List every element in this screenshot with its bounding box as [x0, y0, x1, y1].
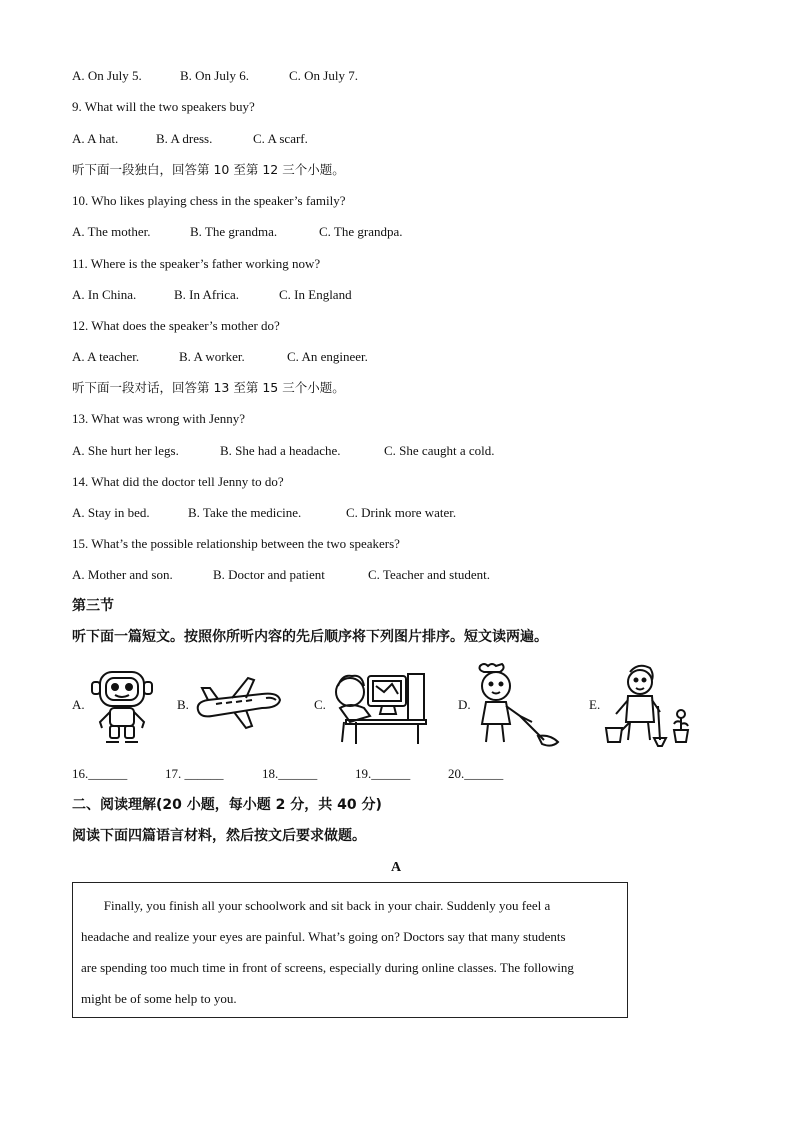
option: C. In England — [279, 287, 352, 302]
section-3-instruction: 听下面一篇短文。按照你所听内容的先后顺序将下列图片排序。短文读两遍。 — [72, 629, 548, 645]
option: C. Drink more water. — [346, 505, 457, 520]
passage-line: are spending too much time in front of screens, especially during online classes. The following — [81, 960, 574, 975]
q9-options — [72, 131, 308, 147]
part-2-title: 二、阅读理解(20 小题，每小题 2 分，共 40 分) — [72, 797, 382, 813]
airplane-icon — [192, 672, 284, 736]
instruction-13-15: 听下面一段对话，回答第 13 至第 15 三个小题。 — [72, 380, 345, 395]
option: A. Stay in bed. — [72, 505, 150, 520]
answer-blank-17[interactable]: 17. ______ — [165, 766, 224, 781]
option: A. In China. — [72, 287, 137, 302]
option: B. Doctor and patient — [213, 567, 325, 582]
cleaning-girl-icon — [472, 660, 564, 750]
option: B. A worker. — [179, 349, 245, 364]
option: A. A hat. — [72, 131, 119, 146]
question-12: 12. What does the speaker’s mother do? — [72, 318, 280, 333]
q13-options — [72, 443, 494, 459]
answer-blank-20[interactable]: 20.______ — [448, 766, 504, 781]
option: A. She hurt her legs. — [72, 443, 179, 458]
section-3-title: 第三节 — [72, 598, 114, 614]
part-2-instruction: 阅读下面四篇语言材料，然后按文后要求做题。 — [72, 828, 366, 844]
question-9: 9. What will the two speakers buy? — [72, 99, 255, 114]
answer-blank-18[interactable]: 18.______ — [262, 766, 318, 781]
option: B. On July 6. — [180, 68, 249, 83]
answer-blank-19[interactable]: 19.______ — [355, 766, 411, 781]
q10-options — [72, 224, 403, 240]
option: B. Take the medicine. — [188, 505, 302, 520]
question-10: 10. Who likes playing chess in the speaker’s family? — [72, 193, 346, 208]
passage-box — [72, 882, 628, 1018]
picture-label-c: C. — [314, 697, 326, 712]
passage-line: Finally, you finish all your schoolwork and sit back in your chair. Suddenly you feel a — [81, 898, 551, 913]
option: C. On July 7. — [289, 68, 358, 83]
option: C. She caught a cold. — [384, 443, 495, 458]
picture-label-e: E. — [589, 697, 601, 712]
q12-options — [72, 349, 368, 365]
question-14: 14. What did the doctor tell Jenny to do? — [72, 474, 284, 489]
question-15: 15. What’s the possible relationship between the two speakers? — [72, 536, 400, 551]
picture-label-b: B. — [177, 697, 189, 712]
option: A. Mother and son. — [72, 567, 173, 582]
passage-line: might be of some help to you. — [81, 991, 237, 1006]
passage-label: A — [391, 860, 402, 875]
option: B. She had a headache. — [220, 443, 341, 458]
instruction-10-12: 听下面一段独白，回答第 10 至第 12 三个小题。 — [72, 162, 345, 177]
option: C. Teacher and student. — [368, 567, 490, 582]
q11-options — [72, 287, 352, 303]
question-11: 11. Where is the speaker’s father working now? — [72, 256, 321, 271]
q15-options — [72, 567, 490, 583]
option: B. A dress. — [156, 131, 213, 146]
picture-label-d: D. — [458, 697, 471, 712]
answer-blank-16[interactable]: 16.______ — [72, 766, 128, 781]
picture-label-a: A. — [72, 697, 85, 712]
question-13: 13. What was wrong with Jenny? — [72, 411, 246, 426]
option: C. The grandpa. — [319, 224, 403, 239]
option: C. An engineer. — [287, 349, 368, 364]
gardening-boy-icon — [602, 660, 694, 748]
q8-options — [72, 68, 358, 84]
option: A. On July 5. — [72, 68, 142, 83]
q14-options — [72, 505, 456, 521]
option: B. In Africa. — [174, 287, 239, 302]
option: C. A scarf. — [253, 131, 308, 146]
computer-user-icon — [326, 664, 432, 748]
option: A. A teacher. — [72, 349, 140, 364]
robot-icon — [86, 664, 158, 748]
passage-line: headache and realize your eyes are painful. What’s going on? Doctors say that many students — [81, 929, 566, 944]
option: B. The grandma. — [190, 224, 278, 239]
option: A. The mother. — [72, 224, 151, 239]
